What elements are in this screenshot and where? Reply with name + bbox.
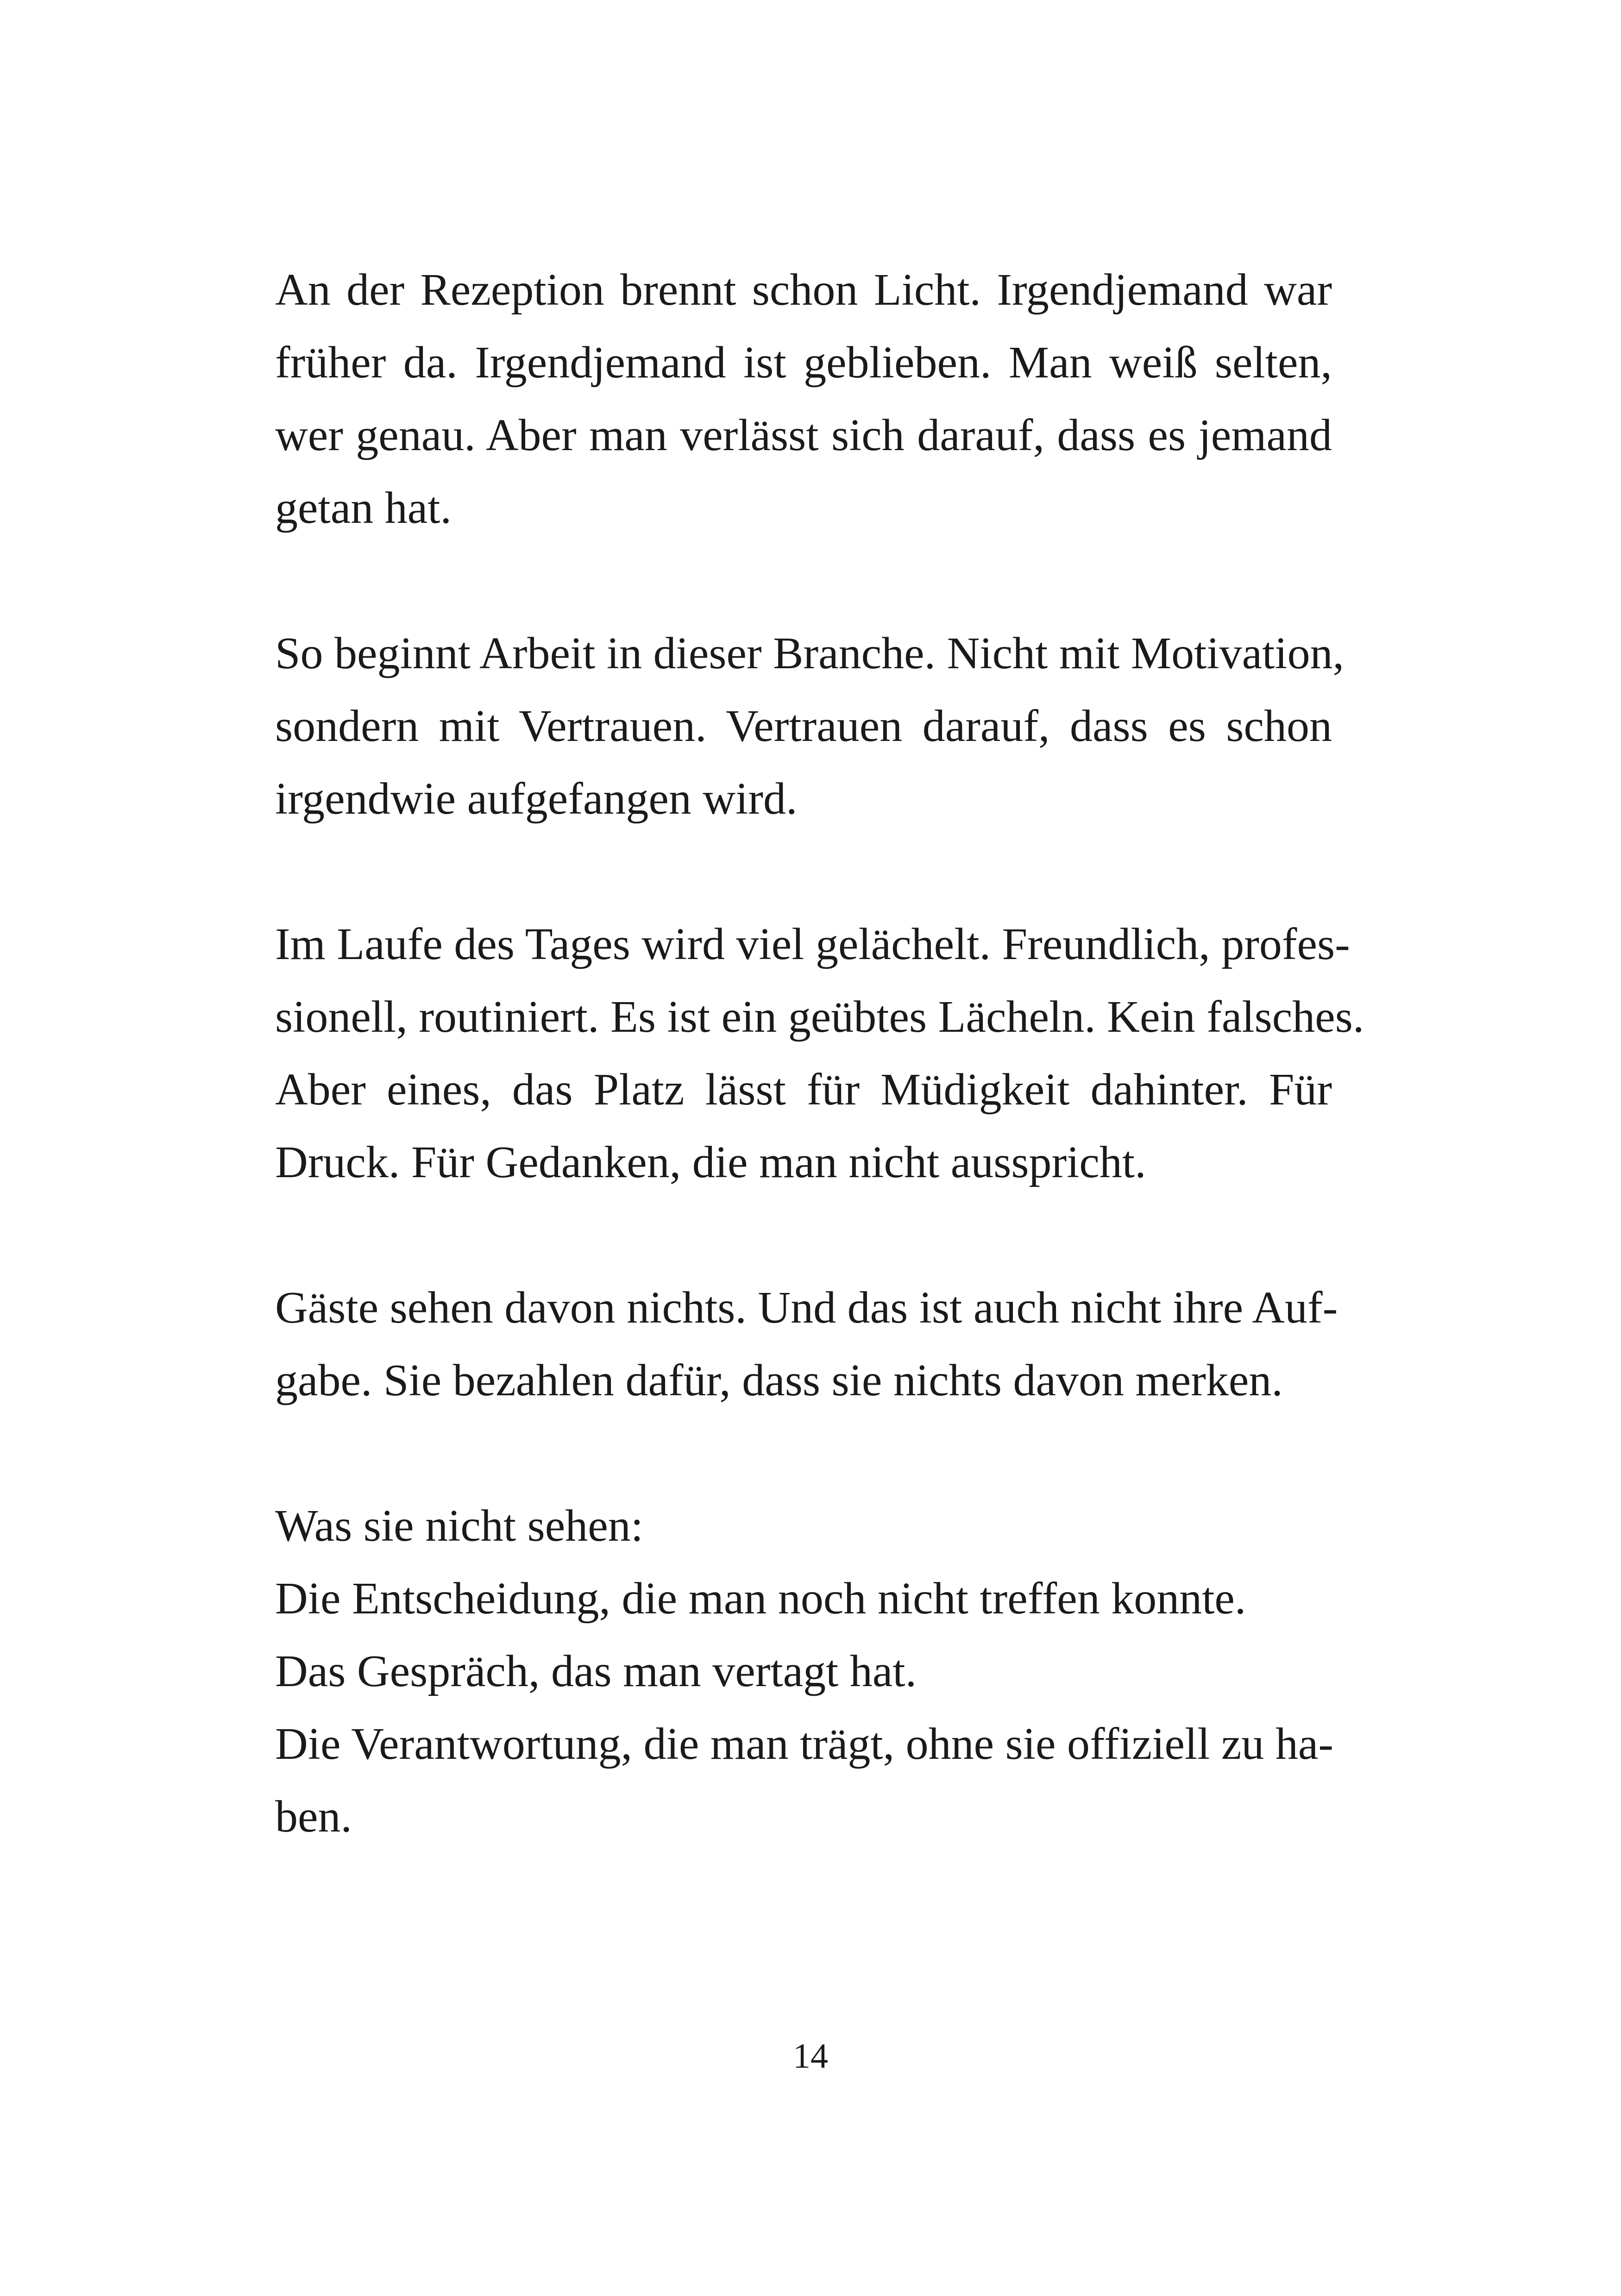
paragraph-2 (275, 617, 1345, 835)
text-line: Druck. Für Gedanken, die man nicht ausspricht. (275, 1137, 1146, 1187)
page-number: 14 (793, 2037, 828, 2076)
paragraph-5 (275, 1490, 1332, 1853)
text-line: früher da. Irgendjemand ist geblieben. Man weiß selten, (275, 338, 1332, 388)
body-text (275, 254, 1364, 1926)
text-line: wer genau. Aber man verlässt sich darauf, dass es jemand (275, 410, 1332, 460)
text-line: Das Gespräch, das man vertagt hat. (275, 1646, 917, 1696)
paragraph-4 (275, 1272, 1338, 1417)
text-line: gabe. Sie bezahlen dafür, dass sie nichts davon merken. (275, 1355, 1283, 1405)
text-line: getan hat. (275, 483, 452, 533)
text-line: irgendwie aufgefangen wird. (275, 774, 798, 824)
paragraph-1 (275, 254, 1332, 545)
text-line: Gäste sehen davon nichts. Und das ist auch nicht ihre Auf- (275, 1283, 1338, 1333)
text-line: Was sie nicht sehen: (275, 1501, 643, 1551)
paragraph-3 (275, 908, 1364, 1199)
text-line: sionell, routiniert. Es ist ein geübtes Lächeln. Kein falsches. (275, 992, 1364, 1042)
text-line: ben. (275, 1792, 352, 1842)
text-line: An der Rezeption brennt schon Licht. Irgendjemand war (275, 265, 1332, 315)
text-line: sondern mit Vertrauen. Vertrauen darauf, dass es schon (275, 701, 1332, 751)
text-line: So beginnt Arbeit in dieser Branche. Nicht mit Motivation, (275, 628, 1345, 678)
text-line: Aber eines, das Platz lässt für Müdigkeit dahinter. Für (275, 1065, 1332, 1115)
text-line: Die Verantwortung, die man trägt, ohne sie offiziell zu ha- (275, 1719, 1334, 1769)
text-line: Im Laufe des Tages wird viel gelächelt. Freundlich, profes- (275, 919, 1350, 969)
text-line: Die Entscheidung, die man noch nicht treffen konnte. (275, 1574, 1246, 1624)
